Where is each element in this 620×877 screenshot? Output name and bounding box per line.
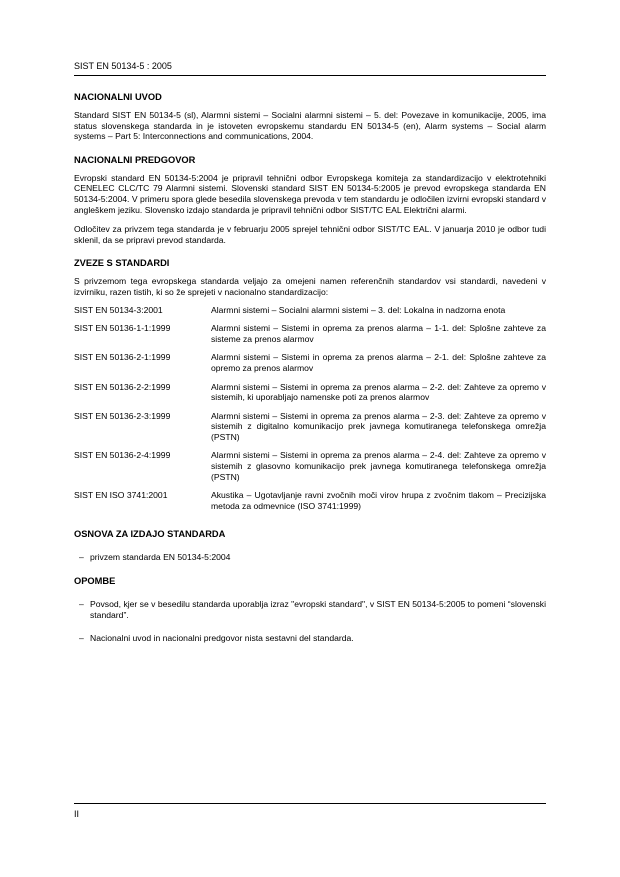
reference-title: Alarmni sistemi – Socialni alarmni sistemi – 3. del: Lokalna in nadzorna enota [211,304,506,315]
reference-row [74,323,546,344]
section-heading: NACIONALNI UVOD [74,92,162,102]
reference-row [74,305,546,316]
reference-code: SIST EN 50136-2-4:1999 [74,450,171,461]
reference-row [74,450,546,482]
reference-code: SIST EN 50136-2-2:1999 [74,381,171,392]
page-footer [74,803,546,820]
section-heading: OPOMBE [74,576,116,587]
list-item-text: Nacionalni uvod in nacionalni predgovor nista sestavni del standarda. [90,633,354,644]
list-item-text: Povsod, kjer se v besedilu standarda uporablja izraz "evropski standard", v SIST EN 50134-5:2005 to pomeni “slovenski standard”. [90,599,546,620]
paragraph: Evropski standard EN 50134-5:2004 je pripravil tehnični odbor Evropskega komiteja za standardizacijo v elektrotehniki CENELEC CLC/TC 79 Alarmni sistemi. Slovenski standard SIST EN 50134-5:2005 je prevod evropskega standarda EN 50134-5:2004. V primeru spora glede besedila slovenskega prevoda v tem standardu je odločilen izvirni evropski standard v angleškem jeziku. Slovensko izdajo standarda je pripravil tehnični odbor SIST/TC EAL Električni alarmi. [74,172,546,215]
list-item [74,633,546,644]
reference-row [74,382,546,403]
reference-title: Alarmni sistemi – Sistemi in oprema za prenos alarma – 2-3. del: Zahteve za opremo v sistemih z digitalno komunikacijo prek javnega komutiranega telefonskega omrežja (PSTN) [211,410,546,442]
document-body [74,92,546,657]
list-item [74,599,546,620]
section-opombe [74,576,546,644]
reference-code: SIST EN 50136-2-3:1999 [74,410,171,421]
reference-title: Akustika – Ugotavljanje ravni zvočnih moči virov hrupa z zvočnim tlakom – Precizijska metoda za odmevnice (ISO 3741:1999) [211,490,546,511]
section-heading: ZVEZE S STANDARDI [74,258,170,269]
reference-code: SIST EN 50134-3:2001 [74,304,163,315]
list [74,599,546,644]
list-item [74,552,546,563]
reference-title: Alarmni sistemi – Sistemi in oprema za prenos alarma – 2-1. del: Splošne zahteve za opremo za prenos alarmov [211,352,546,373]
section-osnova-za-izdajo [74,529,546,563]
page-header [74,61,546,76]
page-number: II [74,809,80,819]
section-heading: OSNOVA ZA IZDAJO STANDARDA [74,529,226,540]
reference-code: SIST EN 50136-2-1:1999 [74,352,171,363]
reference-title: Alarmni sistemi – Sistemi in oprema za prenos alarma – 1-1. del: Splošne zahteve za sisteme za prenos alarmov [211,323,546,344]
reference-title: Alarmni sistemi – Sistemi in oprema za prenos alarma – 2-4. del: Zahteve za opremo v sistemih z glasovno komunikacijo prek javnega komutiranega telefonskega omrežja (PSTN) [211,450,546,482]
reference-code: SIST EN ISO 3741:2001 [74,490,168,501]
reference-code: SIST EN 50136-1-1:1999 [74,323,171,334]
list-item-text: privzem standarda EN 50134-5:2004 [90,552,231,563]
section-nacionalni-uvod [74,92,546,142]
paragraph: S privzemom tega evropskega standarda veljajo za omejeni namen referenčnih standardov vsi standardi, navedeni v izvirniku, razen tistih, ki so že sprejeti v nacionalno standardizacijo: [74,276,546,297]
section-nacionalni-predgovor [74,155,546,246]
paragraph: Standard SIST EN 50134-5 (sl), Alarmni sistemi – Socialni alarmni sistemi – 5. del: Povezave in komunikacije, 2005, ima status slovenskega standarda in je istoveten evropskemu standardu EN 50134-5 (en), Alarm systems – Social alarm systems – Part 5: Interconnections and communications, 2004. [74,110,546,142]
dash-bullet: – [79,633,84,644]
dash-bullet: – [79,599,84,610]
reference-title: Alarmni sistemi – Sistemi in oprema za prenos alarma – 2-2. del: Zahteve za opremo v sistemih, ki uporabljajo namenske poti za prenos alarmov [211,381,546,403]
reference-row [74,352,546,373]
reference-row [74,411,546,443]
paragraph: Odločitev za privzem tega standarda je v februarju 2005 sprejel tehnični odbor SIST/TC EAL. V januarja 2010 je odbor tudi sklenil, da se pripravi prevod standarda. [74,224,546,245]
section-zveze-s-standardi [74,258,546,511]
document-id: SIST EN 50134-5 : 2005 [74,61,172,71]
section-heading: NACIONALNI PREDGOVOR [74,154,196,165]
reference-row [74,490,546,511]
list [74,552,546,563]
dash-bullet: – [79,552,84,563]
